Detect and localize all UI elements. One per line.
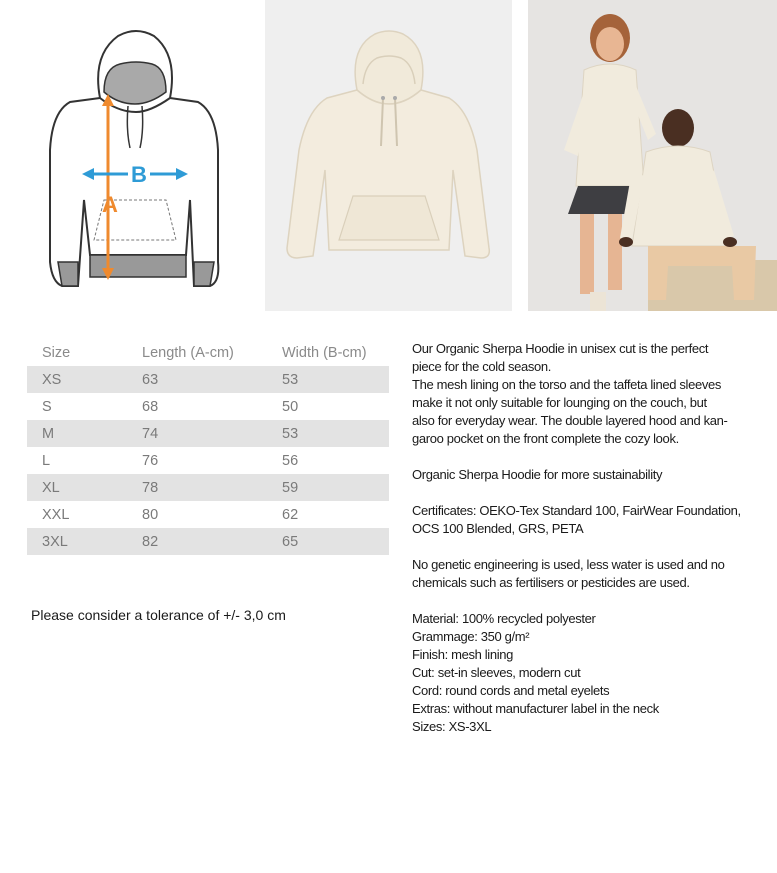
description-line: garoo pocket on the front complete the cozy look. (412, 431, 679, 446)
cell-length: 63 (127, 366, 267, 393)
cell-size: XL (27, 474, 127, 501)
table-row (27, 447, 389, 474)
cell-size: S (27, 393, 127, 420)
table-row (27, 528, 389, 555)
cell-length: 68 (127, 393, 267, 420)
models-illustration (528, 0, 777, 311)
description-line: chemicals such as fertilisers or pesticides are used. (412, 575, 690, 590)
cell-length: 82 (127, 528, 267, 555)
label-a: A (102, 192, 118, 217)
description-line: Organic Sherpa Hoodie for more sustainability (412, 467, 663, 482)
cell-size: 3XL (27, 528, 127, 555)
header-width: Width (B-cm) (267, 340, 389, 366)
size-table (27, 340, 389, 555)
cell-width: 62 (267, 501, 389, 528)
product-image (265, 0, 512, 311)
cell-width: 53 (267, 420, 389, 447)
spec-cord: Cord: round cords and metal eyelets (412, 683, 610, 698)
certificates-paragraph (412, 502, 742, 538)
cell-width: 50 (267, 393, 389, 420)
header-size: Size (27, 340, 127, 366)
description-line: No genetic engineering is used, less water is used and no (412, 557, 725, 572)
description-line: Certificates: OEKO-Tex Standard 100, FairWear Foundation, (412, 503, 741, 518)
cell-length: 76 (127, 447, 267, 474)
cell-width: 56 (267, 447, 389, 474)
cell-size: L (27, 447, 127, 474)
spec-finish: Finish: mesh lining (412, 647, 514, 662)
size-table-header (27, 340, 389, 366)
spec-material: Material: 100% recycled polyester (412, 611, 596, 626)
tolerance-note: Please consider a tolerance of +/- 3,0 cm (31, 607, 286, 623)
table-row (27, 366, 389, 393)
cell-length: 80 (127, 501, 267, 528)
spec-cut: Cut: set-in sleeves, modern cut (412, 665, 581, 680)
hoodie-diagram-illustration (0, 0, 262, 311)
description-line: also for everyday wear. The double layered hood and kan- (412, 413, 728, 428)
table-row (27, 501, 389, 528)
description-line: piece for the cold season. (412, 359, 552, 374)
description-line: The mesh lining on the torso and the taffeta lined sleeves (412, 377, 722, 392)
label-b: B (131, 162, 147, 187)
cell-length: 78 (127, 474, 267, 501)
description-line: OCS 100 Blended, GRS, PETA (412, 521, 584, 536)
cell-size: XS (27, 366, 127, 393)
sustainability-paragraph (412, 466, 742, 484)
header-length: Length (A-cm) (127, 340, 267, 366)
intro-paragraph (412, 340, 742, 448)
engineering-paragraph (412, 556, 742, 592)
spec-sizes: Sizes: XS-3XL (412, 719, 492, 734)
cell-size: XXL (27, 501, 127, 528)
measurement-diagram (0, 0, 262, 311)
cell-size: M (27, 420, 127, 447)
table-row (27, 393, 389, 420)
table-row (27, 474, 389, 501)
spec-grammage: Grammage: 350 g/m² (412, 629, 530, 644)
spec-extras: Extras: without manufacturer label in the neck (412, 701, 659, 716)
table-row (27, 420, 389, 447)
models-image (528, 0, 777, 311)
cell-width: 53 (267, 366, 389, 393)
specs-list (412, 610, 742, 736)
description-line: make it not only suitable for lounging on the couch, but (412, 395, 707, 410)
cell-length: 74 (127, 420, 267, 447)
cell-width: 59 (267, 474, 389, 501)
hoodie-product-illustration (265, 0, 512, 311)
cell-width: 65 (267, 528, 389, 555)
product-description (412, 340, 742, 736)
description-line: Our Organic Sherpa Hoodie in unisex cut is the perfect (412, 341, 709, 356)
